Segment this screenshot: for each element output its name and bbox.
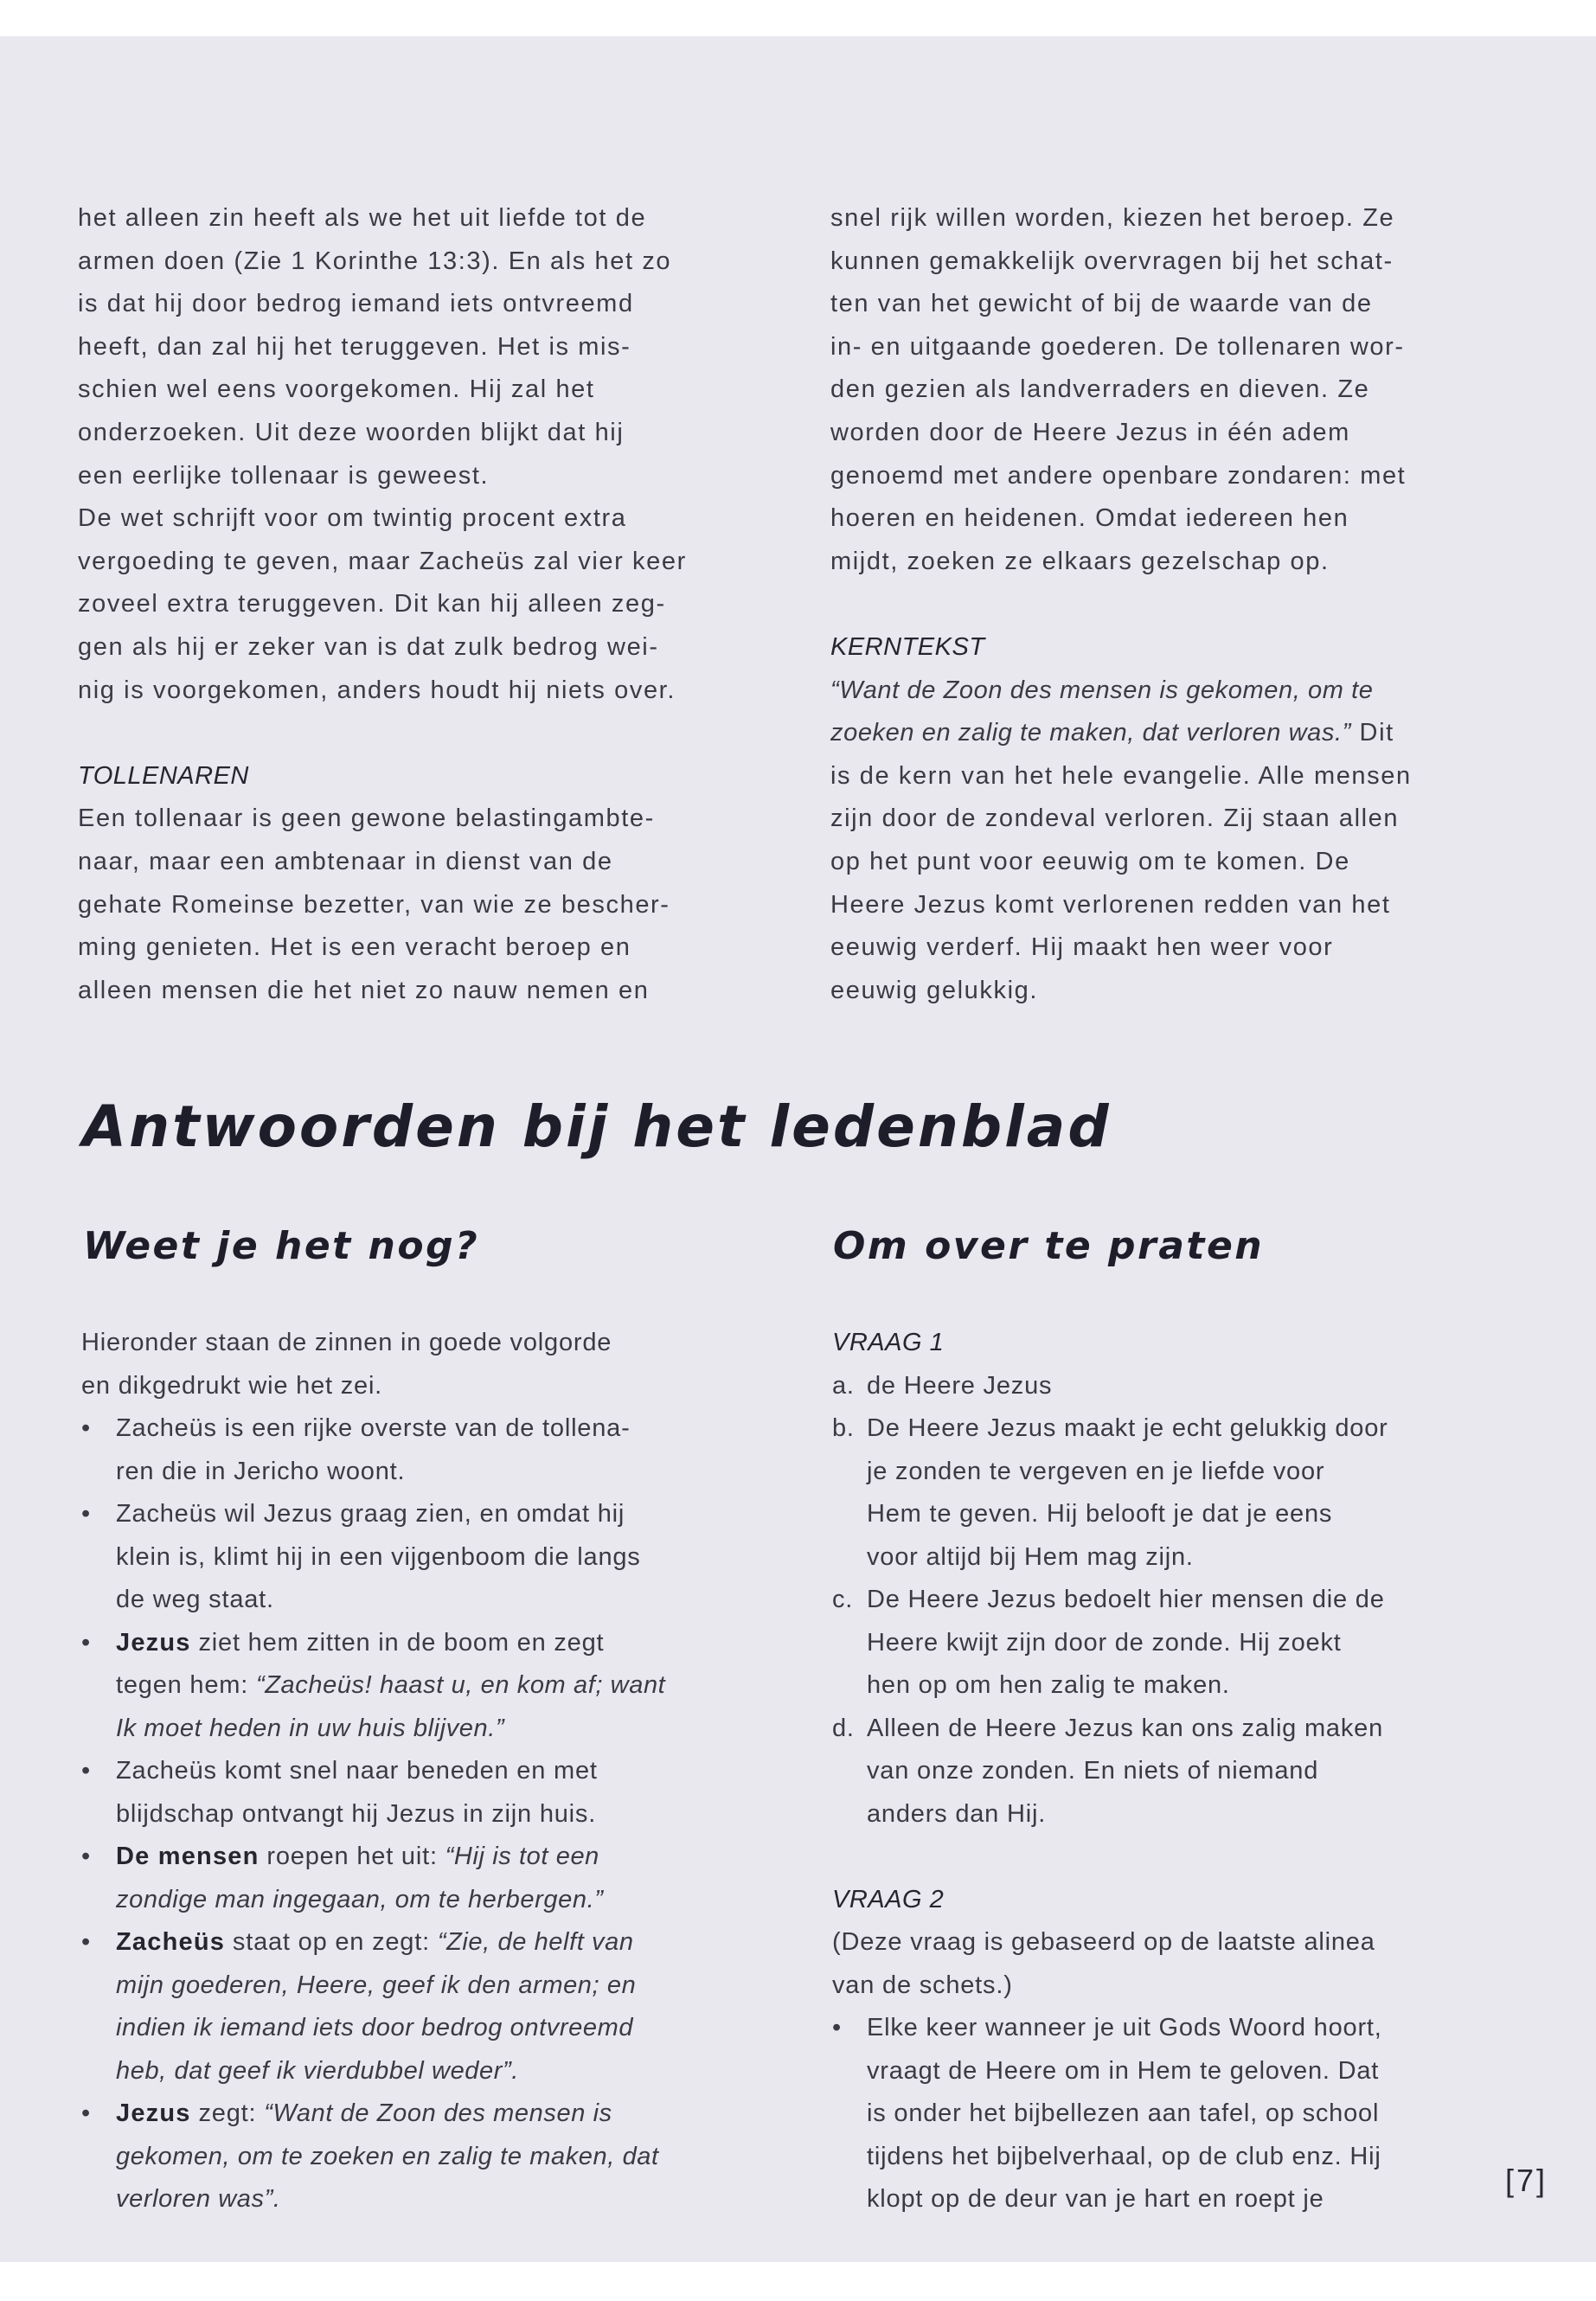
text-line [830,197,1412,240]
bottom-right-column [832,1322,1388,2221]
quote-text: “Want de Zoon des mensen is [264,2099,612,2127]
quote-text: heb, dat geef ik vierdubbel weder”. [116,2056,519,2085]
text-line [832,1493,1388,1536]
text-line [830,926,1412,970]
right-subheading: Om over te praten [833,1224,1265,1268]
text-line [832,1708,1388,1751]
body-text: ziet hem zitten in de boom en zegt [190,1628,605,1657]
body-text: klein is, klimt hij in een vijgenboom die langs [116,1542,641,1571]
text-line [78,670,687,713]
body-text: voor altijd bij Hem mag zijn. [867,1542,1194,1571]
body-text: zijn door de zondeval verloren. Zij staan allen [830,804,1400,833]
text-line [81,1322,665,1365]
body-text: snel rijk willen worden, kiezen het beroep. Ze [830,204,1395,232]
body-text: Heere Jezus komt verlorenen redden van het [830,890,1391,919]
text-line [81,1921,665,1965]
body-text: schien wel eens voorgekomen. Hij zal het [78,375,595,404]
body-text: ming genieten. Het is een veracht beroep en [78,933,631,962]
text-line [81,1579,665,1622]
bullet-icon: • [81,1843,91,1870]
text-line [832,1536,1388,1580]
text-line [832,2050,1388,2093]
bold-speaker: Jezus [116,2099,191,2127]
text-line [81,1708,665,1751]
text-line [830,670,1412,713]
body-text: De Heere Jezus maakt je echt gelukkig door [867,1414,1388,1442]
body-text: Zacheüs wil Jezus graag zien, en omdat hij [116,1500,625,1528]
left-subheading: Weet je het nog? [83,1224,480,1268]
text-line [81,2136,665,2179]
text-line [81,2007,665,2050]
text-line [78,197,687,240]
body-text: Elke keer wanneer je uit Gods Woord hoort, [867,2014,1382,2041]
text-line [81,1493,665,1536]
quote-text: “Want de Zoon des mensen is gekomen, om te [830,676,1374,704]
quote-text: gekomen, om te zoeken en zalig te maken, dat [116,2142,659,2170]
text-line [830,326,1412,369]
text-line [81,1622,665,1665]
text-line [830,583,1412,626]
text-line [830,712,1412,755]
body-text: Heere kwijt zijn door de zonde. Hij zoekt [867,1628,1342,1657]
body-text: een eerlijke tollenaar is geweest. [78,461,490,490]
body-text: de weg staat. [116,1586,274,1613]
body-text: hoeren en heidenen. Omdat iedereen hen [830,504,1349,533]
body-text: (Deze vraag is gebaseerd op de laatste alinea [832,1928,1375,1956]
text-line [832,1365,1388,1408]
body-text: mijdt, zoeken ze elkaars gezelschap op. [830,547,1330,575]
text-line [830,412,1412,455]
section-label: VRAAG 1 [832,1329,945,1356]
body-text: de Heere Jezus [867,1371,1053,1400]
body-text: Hieronder staan de zinnen in goede volgorde [81,1329,612,1356]
bold-speaker: Zacheüs [116,1928,226,1956]
body-text: zegt: [190,2099,265,2127]
bullet-icon: • [81,1414,91,1442]
body-text: staat op en zegt: [225,1928,438,1956]
body-text: Dit [1350,719,1394,747]
text-line [832,1322,1388,1365]
body-text: eeuwig verderf. Hij maakt hen weer voor [830,933,1334,962]
text-line [78,326,687,369]
quote-text: Ik moet heden in uw huis blijven.” [116,1714,505,1742]
text-line [832,1622,1388,1665]
text-line [81,1965,665,2008]
body-text: tegen hem: [116,1671,256,1699]
text-line [78,884,687,927]
body-text: eeuwig gelukkig. [830,976,1039,1004]
quote-text: “Zie, de helft van [437,1928,634,1956]
top-right-column [830,197,1412,1012]
bullet-icon: • [81,1928,91,1956]
quote-text: indien ik iemand iets door bedrog ontvreemd [116,2014,634,2041]
page-number: [7] [1505,2163,1548,2198]
section-label: TOLLENAREN [78,761,249,790]
text-line [78,240,687,284]
quote-text: zoeken en zalig te maken, dat verloren was.” [830,719,1351,747]
body-text: is onder het bijbellezen aan tafel, op school [867,2099,1380,2127]
body-text: Hem te geven. Hij belooft je dat je eens [867,1500,1333,1528]
body-text: Alleen de Heere Jezus kan ons zalig maken [867,1714,1384,1742]
text-line [830,369,1412,412]
text-line [830,755,1412,798]
text-line [832,1750,1388,1793]
text-line [78,755,687,798]
body-text: en dikgedrukt wie het zei. [81,1371,383,1400]
body-text: worden door de Heere Jezus in één adem [830,418,1350,446]
text-line [832,1579,1388,1622]
body-text: De Heere Jezus bedoelt hier mensen die de [867,1586,1385,1613]
body-text: De wet schrijft voor om twintig procent extra [78,504,627,533]
text-line [832,2136,1388,2179]
section-label: KERNTEKST [830,632,985,661]
bullet-icon: • [81,2099,91,2127]
body-text: roepen het uit: [259,1843,445,1870]
text-line [830,884,1412,927]
body-text: onderzoeken. Uit deze woorden blijkt dat hij [78,418,625,446]
body-text: nig is voorgekomen, anders houdt hij niets over. [78,676,676,704]
text-line [78,455,687,498]
text-line [832,1879,1388,1922]
text-line [830,798,1412,841]
list-marker: b. [832,1414,855,1442]
text-line [81,1536,665,1580]
text-line [830,970,1412,1013]
text-line [78,583,687,626]
body-text: van onze zonden. En niets of niemand [867,1757,1319,1785]
text-line [81,1836,665,1879]
body-text: zoveel extra teruggeven. Dit kan hij alleen zeg- [78,590,666,619]
text-line [78,798,687,841]
text-line [832,1407,1388,1451]
text-line [830,626,1412,670]
text-line [78,926,687,970]
text-line [78,626,687,670]
text-line [81,1793,665,1836]
bullet-icon: • [832,2014,842,2041]
text-line [830,455,1412,498]
body-text: gen als hij er zeker van is dat zulk bedrog wei- [78,632,659,661]
body-text: van de schets.) [832,1971,1013,1999]
text-line [78,412,687,455]
body-text: ten van het gewicht of bij de waarde van de [830,290,1373,318]
body-text: hen op om hen zalig te maken. [867,1671,1230,1699]
text-line [81,1750,665,1793]
body-text: genoemd met andere openbare zondaren: met [830,461,1407,490]
text-line [78,541,687,584]
body-text: armen doen (Zie 1 Korinthe 13:3). En als het zo [78,247,672,275]
text-line [830,240,1412,284]
list-marker: a. [832,1371,855,1400]
quote-text: “Zacheüs! haast u, en kom af; want [255,1671,666,1699]
text-line [832,1451,1388,1494]
text-line [81,2050,665,2093]
body-text: in- en uitgaande goederen. De tollenaren wor- [830,332,1405,361]
body-text: heeft, dan zal hij het teruggeven. Het is mis- [78,332,631,361]
text-line [78,369,687,412]
body-text: klopt op de deur van je hart en roept je [867,2185,1324,2213]
text-line [81,1407,665,1451]
top-left-column [78,197,687,1012]
body-text: is dat hij door bedrog iemand iets ontvreemd [78,290,634,318]
text-line [830,283,1412,326]
text-line [81,2178,665,2221]
bullet-icon: • [81,1757,91,1785]
text-line [832,1921,1388,1965]
quote-text: zondige man ingegaan, om te herbergen.” [116,1885,604,1913]
text-line [81,2093,665,2136]
text-line [78,970,687,1013]
text-line [830,497,1412,541]
text-line [81,1451,665,1494]
body-text: je zonden te vergeven en je liefde voor [867,1457,1325,1485]
quote-text: mijn goederen, Heere, geef ik den armen; en [116,1971,637,1999]
bullet-icon: • [81,1628,91,1657]
body-text: gehate Romeinse bezetter, van wie ze bescher- [78,890,670,919]
bold-speaker: Jezus [116,1628,191,1657]
text-line [81,1879,665,1922]
body-text: Een tollenaar is geen gewone belastingambte- [78,804,655,833]
text-line [832,1793,1388,1836]
body-text: ren die in Jericho woont. [116,1457,406,1485]
body-text: anders dan Hij. [867,1799,1047,1828]
text-line [832,2093,1388,2136]
section-title: Antwoorden bij het ledenblad [82,1093,1112,1160]
text-line [830,541,1412,584]
body-text: op het punt voor eeuwig om te komen. De [830,847,1350,875]
quote-text: verloren was”. [116,2185,281,2213]
bold-speaker: De mensen [116,1843,260,1870]
text-line [81,1664,665,1708]
list-marker: d. [832,1714,855,1742]
body-text: blijdschap ontvangt hij Jezus in zijn huis. [116,1799,597,1828]
text-line [78,497,687,541]
text-line [832,1664,1388,1708]
body-text: naar, maar een ambtenaar in dienst van de [78,847,613,875]
section-label: VRAAG 2 [832,1885,945,1913]
text-line [832,1836,1388,1879]
bullet-icon: • [81,1500,91,1528]
text-line [832,2007,1388,2050]
text-line [81,1365,665,1408]
text-line [832,2178,1388,2221]
list-marker: c. [832,1586,854,1613]
body-text: Zacheüs komt snel naar beneden en met [116,1757,598,1785]
body-text: Zacheüs is een rijke overste van de tollena- [116,1414,631,1442]
body-text: is de kern van het hele evangelie. Alle mensen [830,761,1412,790]
magazine-page [0,36,1596,2262]
body-text: alleen mensen die het niet zo nauw nemen en [78,976,650,1004]
bottom-left-column [81,1322,665,2221]
body-text: vraagt de Heere om in Hem te geloven. Dat [867,2056,1380,2085]
text-line [78,283,687,326]
body-text: het alleen zin heeft als we het uit liefde tot de [78,204,647,232]
text-line [830,841,1412,884]
body-text: vergoeding te geven, maar Zacheüs zal vier keer [78,547,687,575]
body-text: tijdens het bijbelverhaal, op de club enz. Hij [867,2142,1381,2170]
quote-text: “Hij is tot een [445,1843,599,1870]
body-text: kunnen gemakkelijk overvragen bij het schat- [830,247,1394,275]
text-line [832,1965,1388,2008]
body-text: den gezien als landverraders en dieven. Ze [830,375,1370,404]
text-line [78,841,687,884]
text-line [78,712,687,755]
